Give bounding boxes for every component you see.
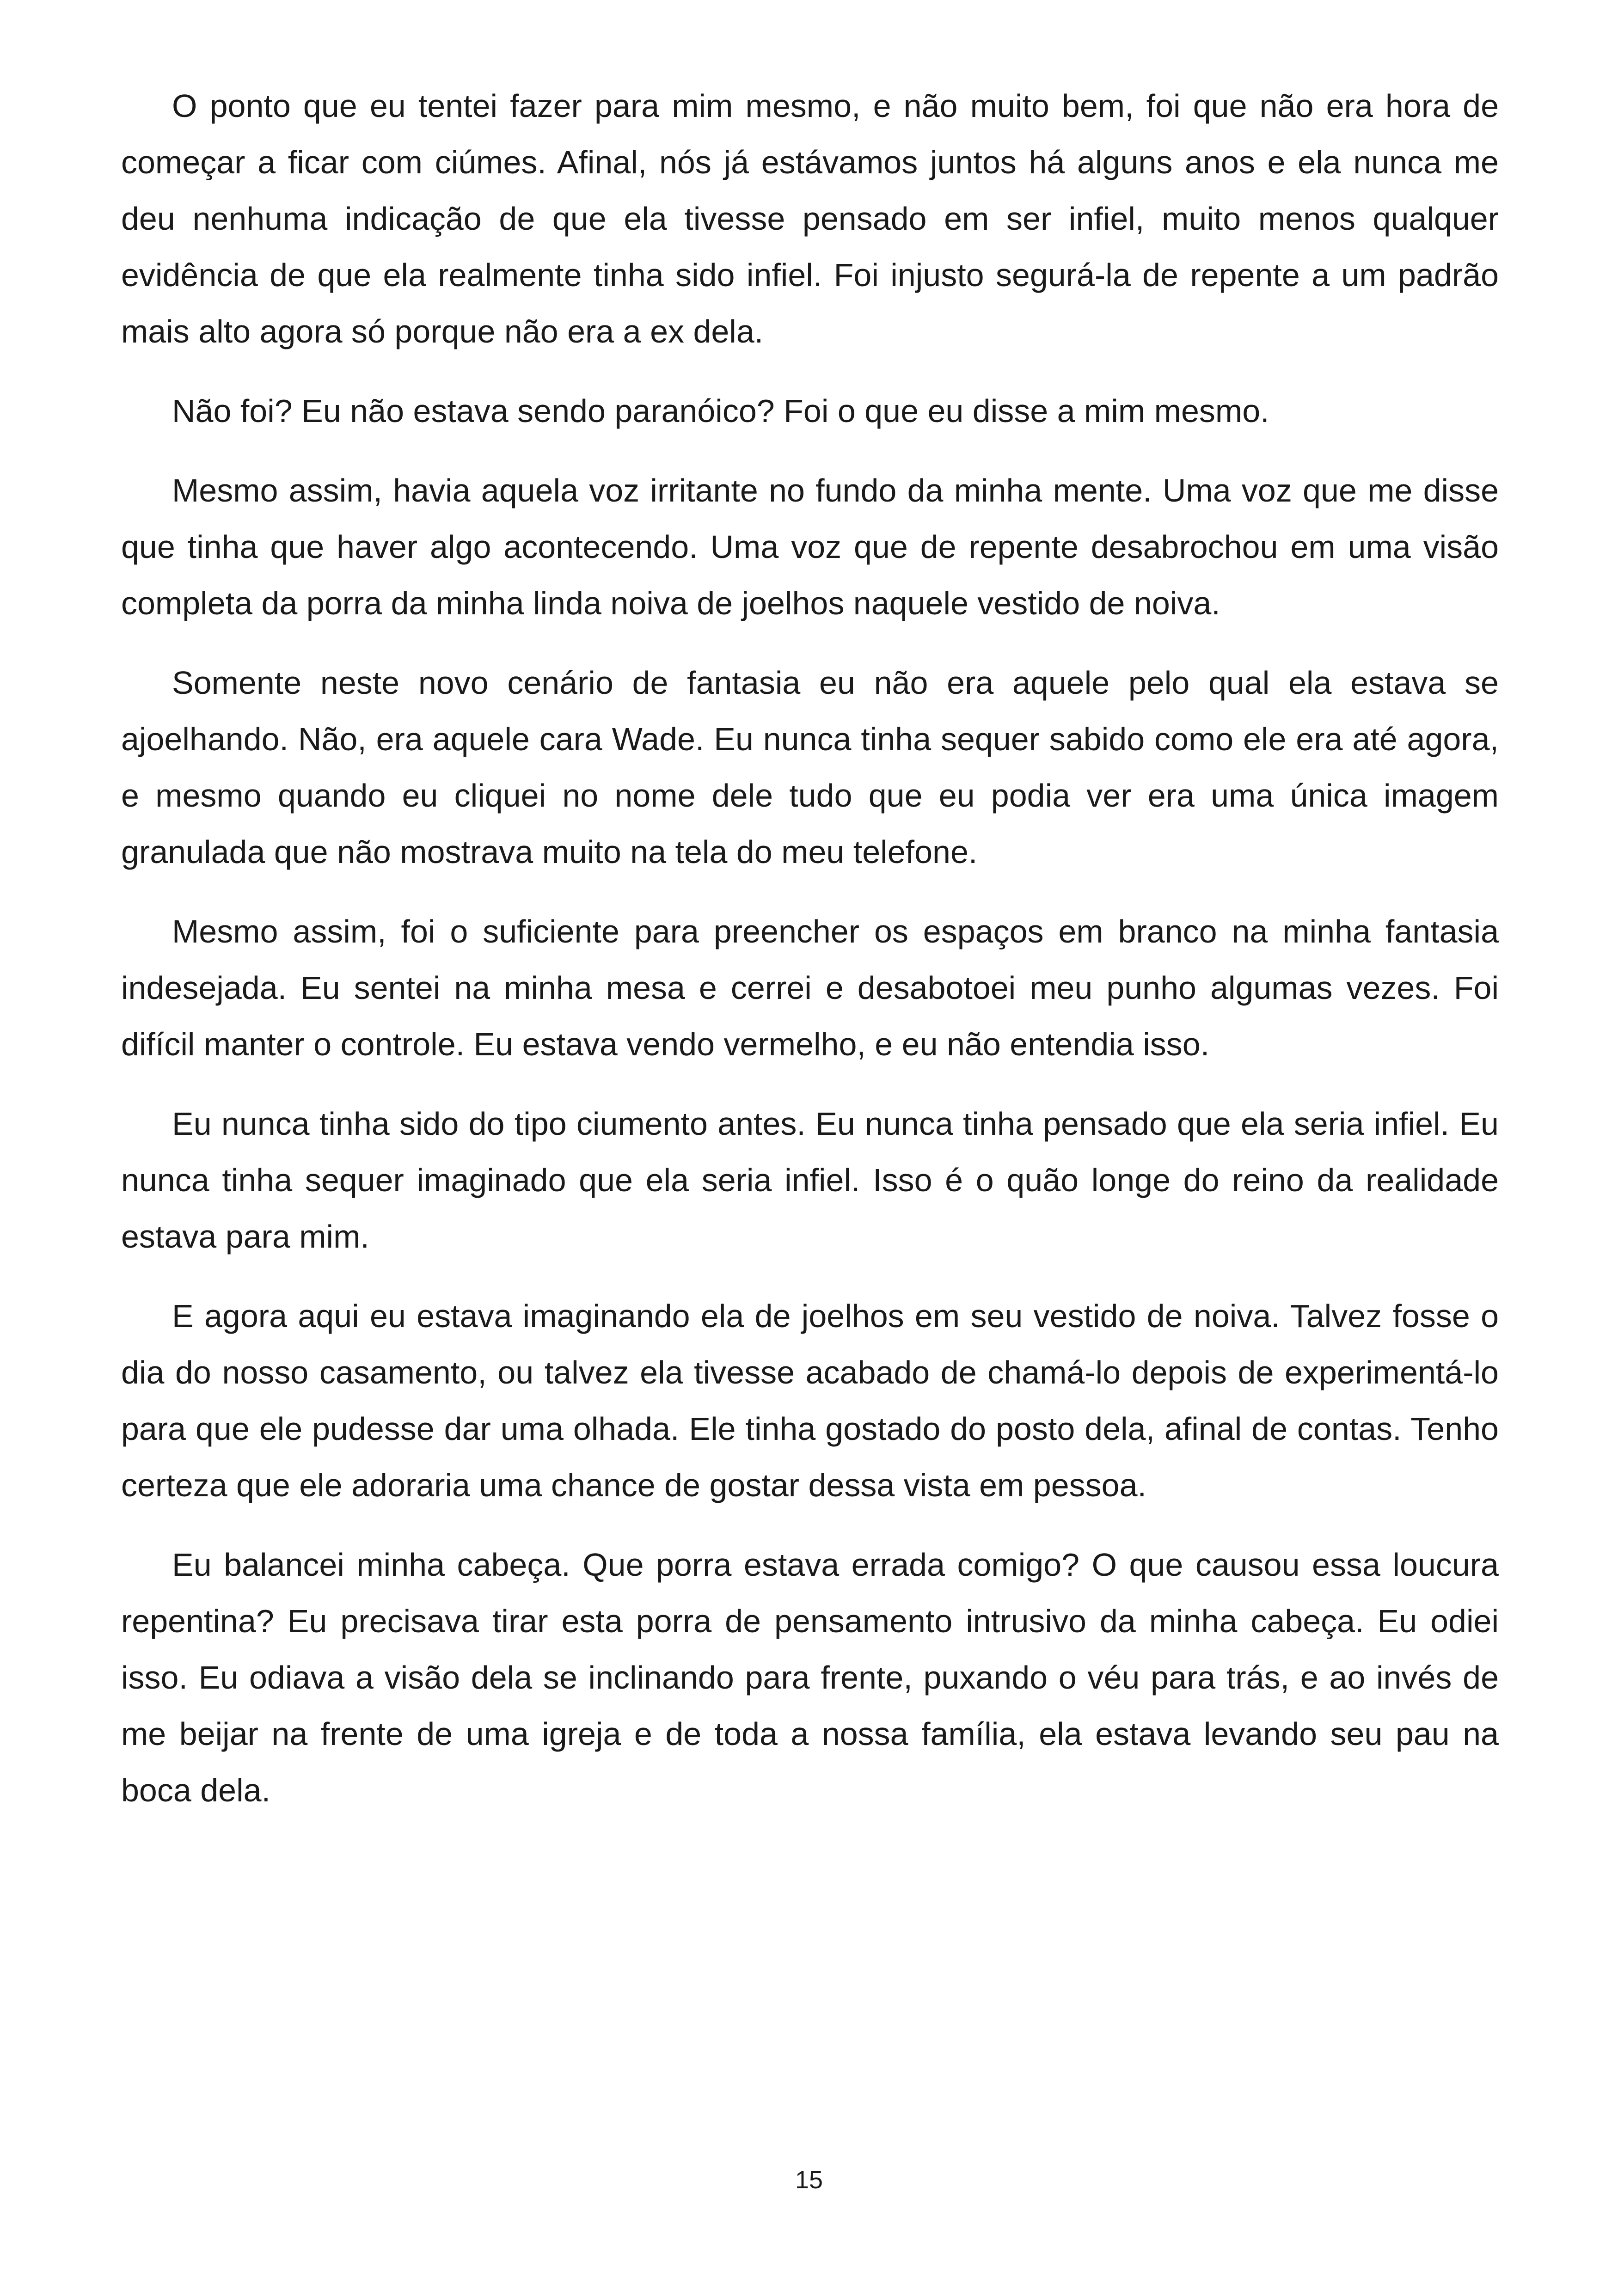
paragraph-3: Mesmo assim, havia aquela voz irritante no fundo da minha mente. Uma voz que me disse que tinha que haver algo acontecendo. Uma voz que de repente desabrochou em uma visão completa da porra da minha linda noiva de joelhos naquele vestido de noiva.	[121, 472, 1499, 621]
paragraph-2: Não foi? Eu não estava sendo paranóico? Foi o que eu disse a mim mesmo.	[172, 393, 1269, 429]
paragraph-8: Eu balancei minha cabeça. Que porra estava errada comigo? O que causou essa loucura repentina? Eu precisava tirar esta porra de pensamento intrusivo da minha cabeça. Eu odiei isso. Eu odiava a visão dela se inclinando para frente, puxando o véu para trás, e ao invés de me beijar na frente de uma igreja e de toda a nossa família, ela estava levando seu pau na boca dela.	[121, 1547, 1499, 1808]
paragraph-1: O ponto que eu tentei fazer para mim mesmo, e não muito bem, foi que não era hora de começar a ficar com ciúmes. Afinal, nós já estávamos juntos há alguns anos e ela nunca me deu nenhuma indicação de que ela tivesse pensado em ser infiel, muito menos qualquer evidência de que ela realmente tinha sido infiel. Foi injusto segurá-la de repente a um padrão mais alto agora só porque não era a ex dela.	[121, 88, 1499, 349]
paragraph-6: Eu nunca tinha sido do tipo ciumento antes. Eu nunca tinha pensado que ela seria infiel. Eu nunca tinha sequer imaginado que ela seria infiel. Isso é o quão longe do reino da realidade estava para mim.	[121, 1106, 1499, 1255]
paragraph-5: Mesmo assim, foi o suficiente para preencher os espaços em branco na minha fantasia indesejada. Eu sentei na minha mesa e cerrei e desabotoei meu punho algumas vezes. Foi difícil manter o controle. Eu estava vendo vermelho, e eu não entendia isso.	[121, 913, 1499, 1062]
page-number: 15	[795, 2166, 823, 2194]
body-text	[121, 78, 1499, 1842]
paragraph-7: E agora aqui eu estava imaginando ela de joelhos em seu vestido de noiva. Talvez fosse o dia do nosso casamento, ou talvez ela tivesse acabado de chamá-lo depois de experimentá-lo para que ele pudesse dar uma olhada. Ele tinha gostado do posto dela, afinal de contas. Tenho certeza que ele adoraria uma chance de gostar dessa vista em pessoa.	[121, 1298, 1499, 1503]
paragraph-4: Somente neste novo cenário de fantasia eu não era aquele pelo qual ela estava se ajoelhando. Não, era aquele cara Wade. Eu nunca tinha sequer sabido como ele era até agora, e mesmo quando eu cliquei no nome dele tudo que eu podia ver era uma única imagem granulada que não mostrava muito na tela do meu telefone.	[121, 665, 1499, 870]
